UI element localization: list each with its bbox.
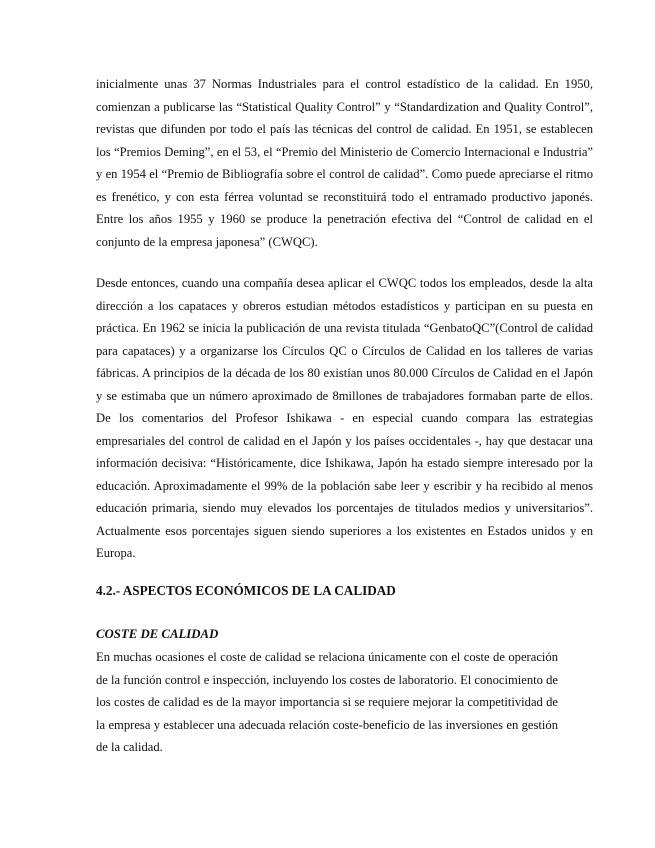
body-paragraph-history: inicialmente unas 37 Normas Industriales para el control estadístico de la calidad. En 1950, comienzan a publicarse las “Statistical Quality Control” y “Standardization and Quality Control”, revistas que difunden por todo el país las técnicas del control de calidad. En 1951, se establecen los “Premios Deming”, en el 53, el “Premio del Ministerio de Comercio Internacional e Industria” y en 1954 el “Premio de Bibliografía sobre el control de calidad”. Como puede apreciarse el ritmo es frenético, y con esta férrea voluntad se reconstituirá todo el entramado productivo japonés. Entre los años 1955 y 1960 se produce la penetración efectiva del “Control de calidad en el conjunto de la empresa japonesa” (CWQC).: [96, 77, 593, 249]
body-paragraph-cwqc: Desde entonces, cuando una compañía desea aplicar el CWQC todos los empleados, desde la alta dirección a los capataces y obreros estudian métodos estadísticos y participan en su puesta en práctica. En 1962 se inicia la publicación de una revista titulada “GenbatoQC”(Control de calidad para capataces) y a organizarse los Círculos QC o Círculos de Calidad en los talleres de varias fábricas. A principios de la década de los 80 existían unos 80.000 Círculos de Calidad en el Japón y se estimaba que un número aproximado de 8millones de trabajadores formaban parte de ellos. De los comentarios del Profesor Ishikawa - en especial cuando compara las estrategias empresariales del control de calidad en el Japón y los países occidentales -, hay que destacar una información decisiva: “Históricamente, dice Ishikawa, Japón ha estado siempre interesado por la educación. Aproximadamente el 99% de la población sabe leer y escribir y ha recibido al menos educación primaria, siendo muy elevados los porcentajes de titulados medios y universitarios”. Actualmente esos porcentajes siguen siendo superiores a los existentes en Estados unidos y en Europa.: [96, 276, 593, 560]
subsection-heading: COSTE DE CALIDAD: [96, 627, 219, 641]
subsection-paragraph: En muchas ocasiones el coste de calidad se relaciona únicamente con el coste de operación de la función control e inspección, incluyendo los costes de laboratorio. El conocimiento de los costes de calidad es de la mayor importancia si se requiere mejorar la competitividad de la empresa y establecer una adecuada relación coste-beneficio de las inversiones en gestión de la calidad.: [96, 650, 558, 755]
section-heading: 4.2.- ASPECTOS ECONÓMICOS DE LA CALIDAD: [96, 583, 396, 598]
